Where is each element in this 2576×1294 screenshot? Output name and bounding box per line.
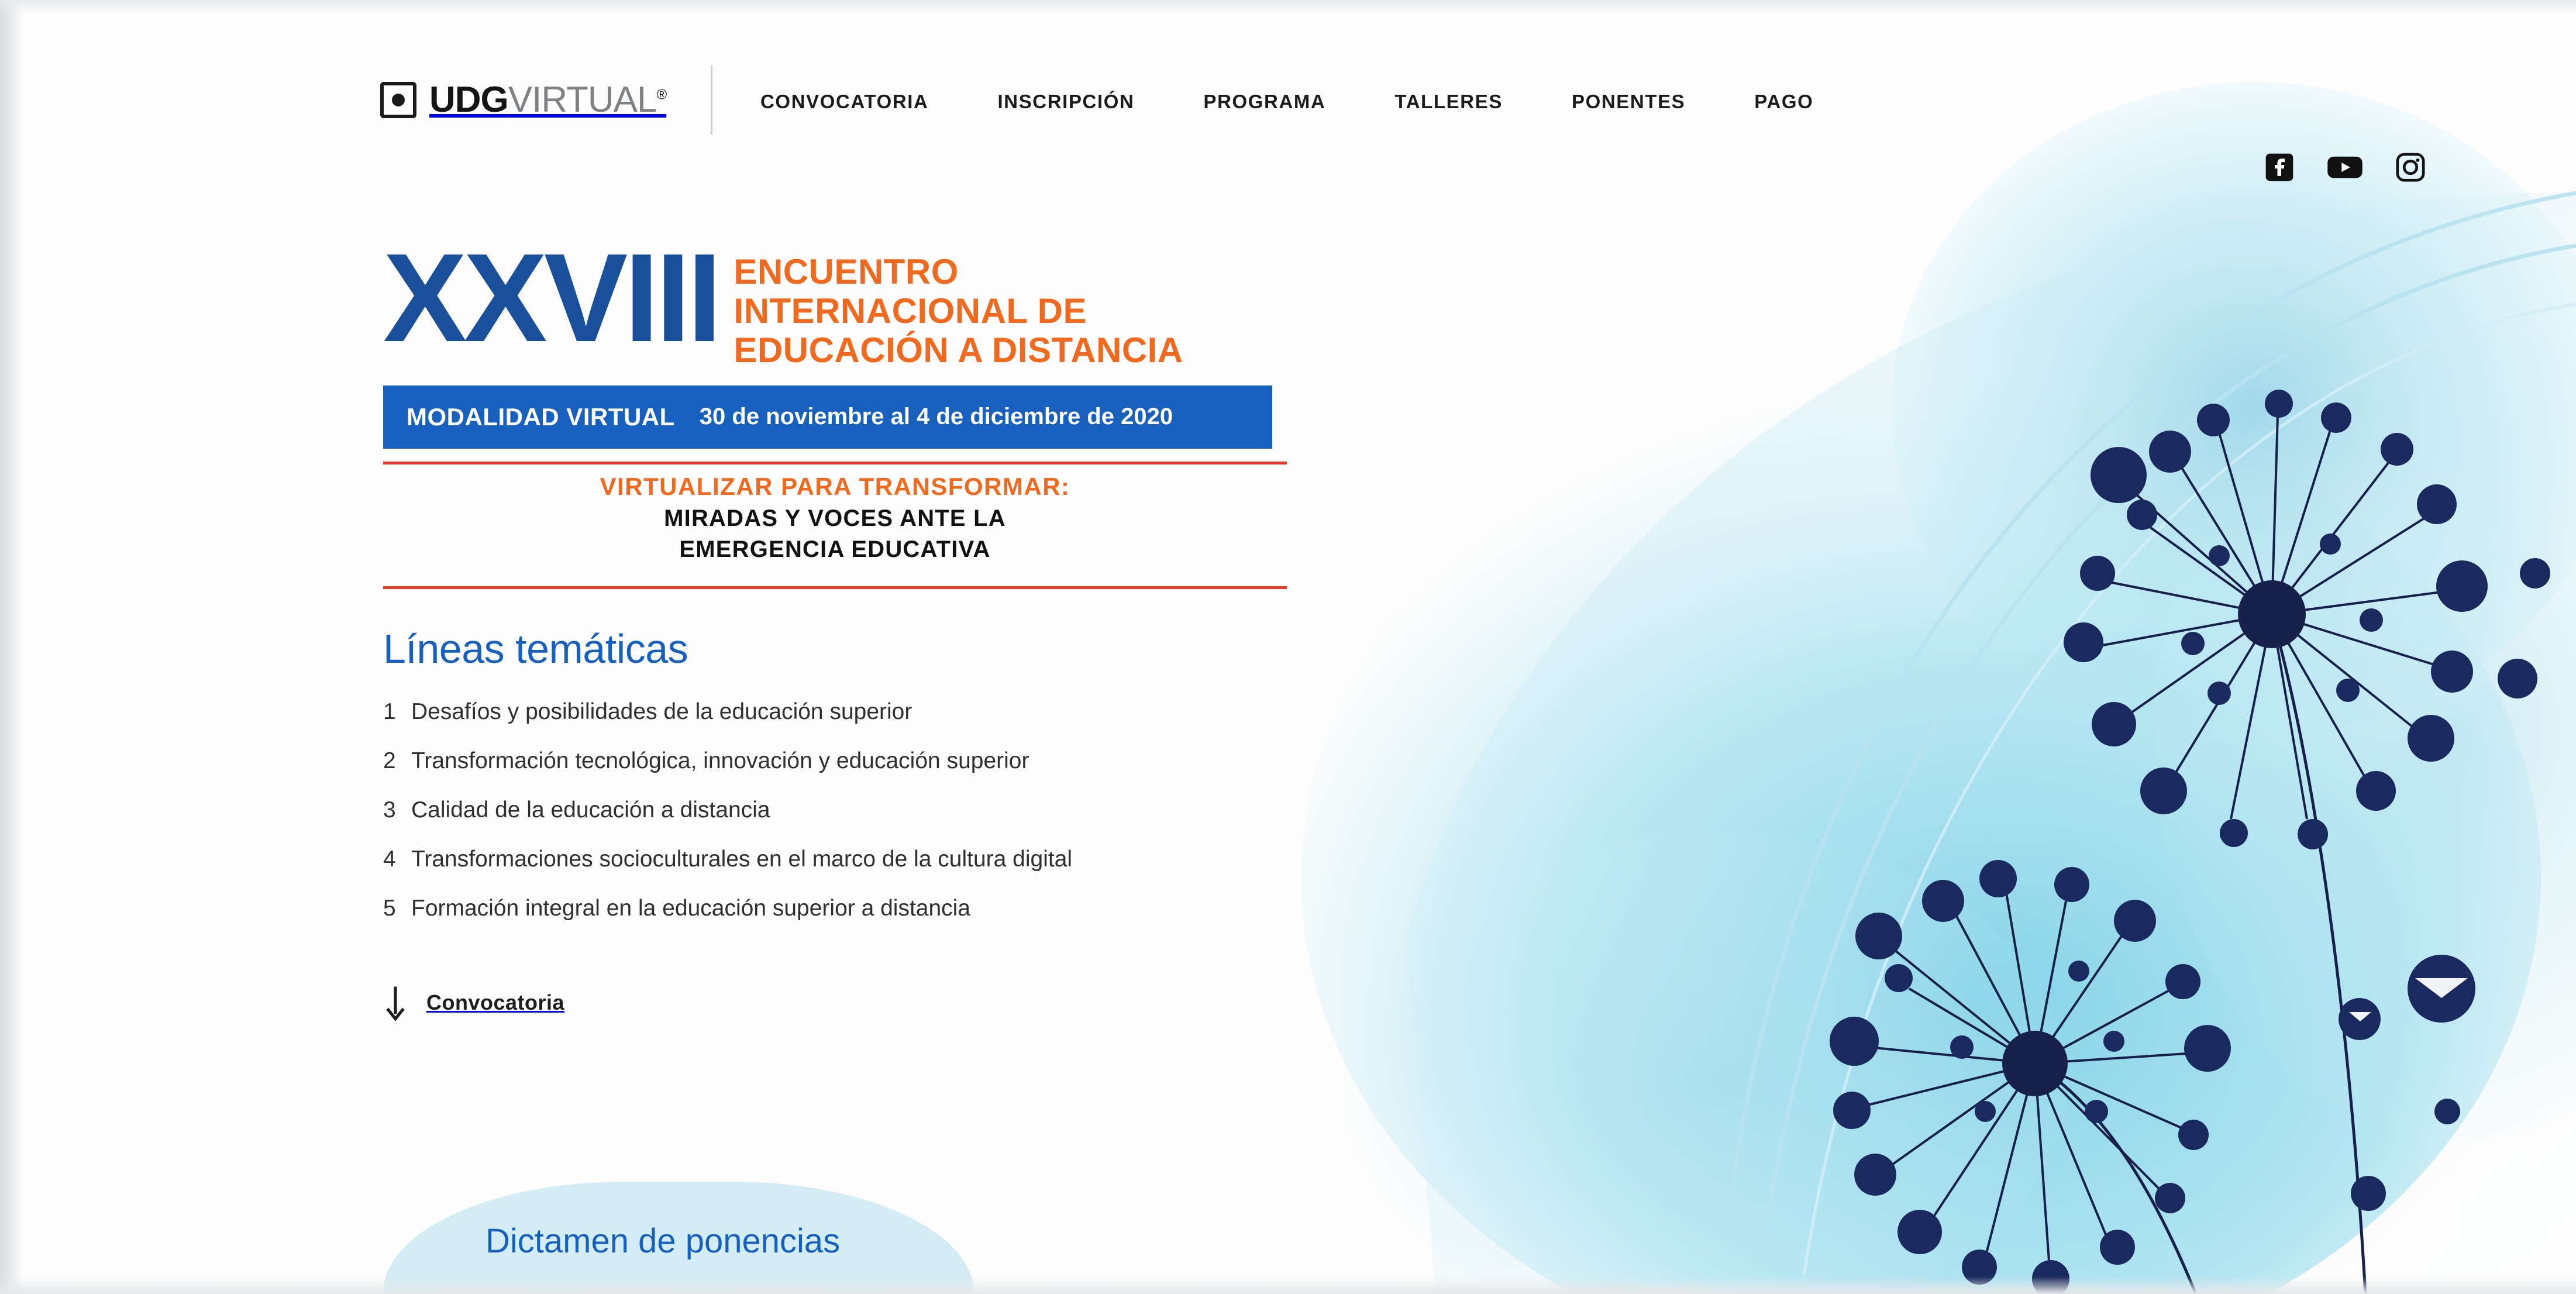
list-item [383, 699, 1489, 725]
nav-item-programa[interactable]: PROGRAMA [1203, 91, 1326, 112]
nav-item-convocatoria[interactable]: CONVOCATORIA [760, 91, 929, 112]
screen-edge-left [0, 0, 23, 1294]
nav-item-pago[interactable]: PAGO [1754, 91, 1814, 112]
main-navigation [760, 91, 1813, 113]
themes-heading: Líneas temáticas [383, 625, 688, 672]
modality-date-bar [383, 386, 1272, 449]
list-item [383, 748, 1489, 774]
convocatoria-link-label: Convocatoria [426, 990, 565, 1014]
instagram-icon [2394, 151, 2427, 184]
theme-number: 4 [383, 846, 396, 872]
logo-wordmark [429, 82, 666, 118]
next-section-teaser [383, 1182, 997, 1293]
hero-content [383, 227, 1489, 1021]
theme-number: 2 [383, 748, 396, 773]
convocatoria-download-link[interactable] [383, 985, 1489, 1021]
hero-title-lines [733, 252, 1183, 370]
list-item [383, 797, 1489, 823]
nav-item-talleres[interactable]: TALLERES [1394, 91, 1503, 112]
logo-text-light: VIRTUAL [508, 80, 657, 120]
slogan-line-3: EMERGENCIA EDUCATIVA [679, 536, 991, 562]
theme-number: 5 [383, 895, 396, 921]
themes-list [383, 699, 1489, 921]
event-slogan [383, 464, 1287, 573]
header-divider [711, 66, 712, 135]
list-item [383, 896, 1489, 921]
theme-text: Desafíos y posibilidades de la educación superior [411, 698, 912, 724]
logo-registered-mark: ® [656, 87, 667, 103]
facebook-link[interactable] [2263, 151, 2296, 184]
hero-title-line-3: EDUCACIÓN A DISTANCIA [733, 331, 1183, 370]
site-header [0, 0, 2576, 152]
instagram-link[interactable] [2394, 151, 2427, 184]
logo-link[interactable] [380, 82, 666, 118]
theme-text: Transformación tecnológica, innovación y educación superior [411, 748, 1029, 773]
list-item [383, 846, 1489, 872]
square-dot-logo-icon [380, 82, 416, 118]
facebook-icon [2263, 151, 2296, 184]
youtube-icon [2326, 151, 2364, 184]
hero-roman-numeral: XXVIII [383, 227, 719, 368]
hero-title [383, 227, 1489, 370]
theme-number: 1 [383, 698, 396, 724]
divider-rule-bottom [383, 586, 1287, 589]
theme-text: Formación integral en la educación superior a distancia [411, 895, 971, 921]
next-section-title: Dictamen de ponencias [485, 1222, 841, 1260]
theme-number: 3 [383, 797, 396, 822]
theme-text: Calidad de la educación a distancia [411, 797, 770, 822]
logo-text-bold: UDG [429, 80, 508, 120]
slogan-line-1: VIRTUALIZAR PARA TRANSFORMAR: [600, 472, 1070, 500]
nav-item-ponentes[interactable]: PONENTES [1571, 91, 1686, 112]
hero-title-line-1: ENCUENTRO [733, 252, 959, 291]
nav-item-inscripcion[interactable]: INSCRIPCIÓN [997, 91, 1135, 112]
slogan-line-2: MIRADAS Y VOCES ANTE LA [664, 505, 1006, 531]
modality-label: MODALIDAD VIRTUAL [407, 402, 675, 431]
hero-title-line-2: INTERNACIONAL DE [733, 291, 1087, 331]
event-dates: 30 de noviembre al 4 de diciembre de 2020 [699, 404, 1173, 430]
youtube-link[interactable] [2326, 151, 2364, 184]
arrow-down-icon [383, 985, 408, 1021]
social-links [2263, 151, 2427, 184]
theme-text: Transformaciones socioculturales en el marco de la cultura digital [411, 846, 1073, 872]
